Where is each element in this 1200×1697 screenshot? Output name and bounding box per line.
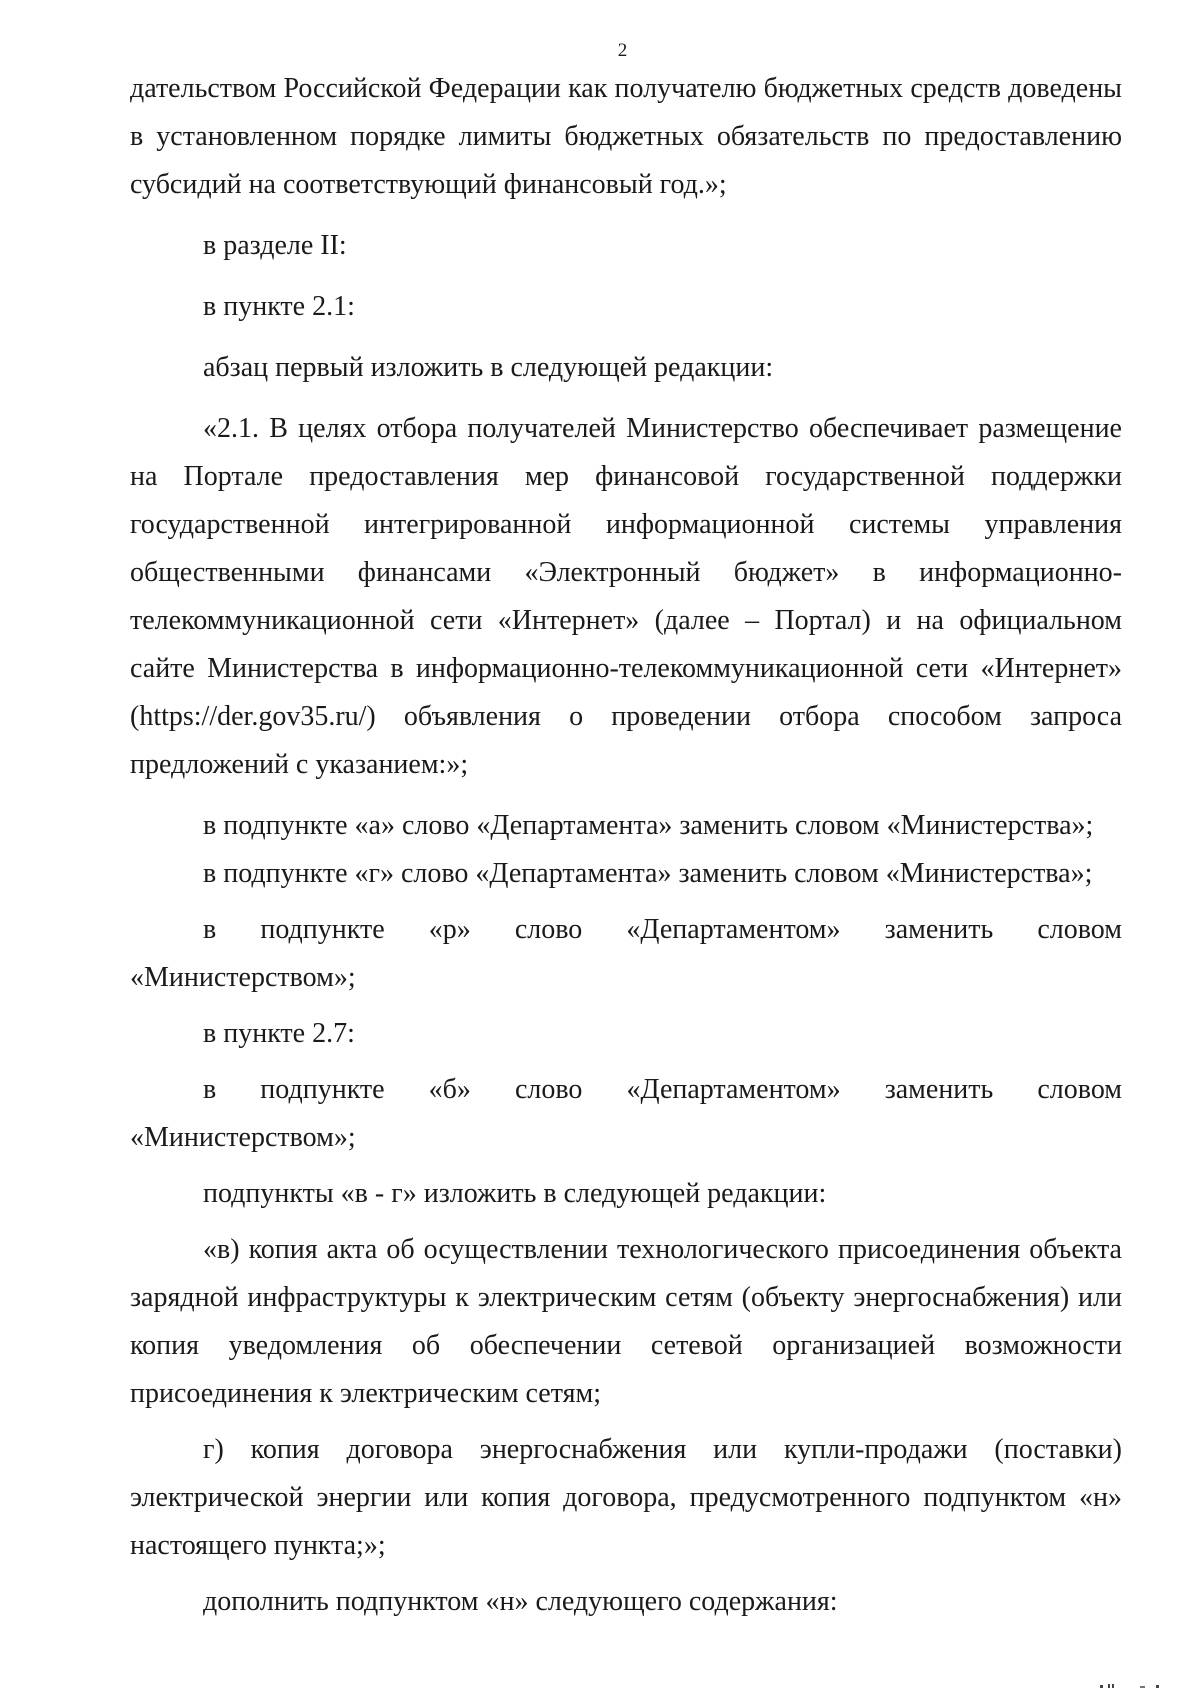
paragraph-instruction-v-g: подпункты «в - г» изложить в следующей редакции: (203, 1178, 827, 1209)
paragraph-clause-ref: в пункте 2.1: (203, 291, 355, 322)
paragraph-instruction-n: дополнить подпунктом «н» следующего содержания: (203, 1586, 838, 1617)
paragraph-instruction: абзац первый изложить в следующей редакции: (203, 352, 774, 383)
paragraph-amendment-g: в подпункте «г» слово «Департамента» заменить словом «Министерства»; (203, 858, 1093, 889)
paragraph-clause-2-1: «2.1. В целях отбора получателей Министерство обеспечивает размещение на Портале предоставления мер финансовой государственной поддержки государственной интегрированной информационной системы управления общественными финансами «Электронный бюджет» в информационно-телекоммуникационной сети «Интернет» (далее – Портал) и на официальном сайте Министерства в информационно-телекоммуникационной сети «Интернет» (https://der.gov35.ru/) объявления о проведении отбора способом запроса предложений с указанием:»; (130, 413, 1122, 780)
paragraph-amendment-r: в подпункте «р» слово «Департаментом» заменить словом «Министерством»; (130, 914, 1122, 993)
paragraph-clause-ref-2-7: в пункте 2.7: (203, 1018, 355, 1049)
scan-artifact (1100, 1683, 1160, 1689)
paragraph-continuation: дательством Российской Федерации как получателю бюджетных средств доведены в установленном порядке лимиты бюджетных обязательств по предоставлению субсидий на соответствующий финансовый год.»; (130, 73, 1122, 200)
paragraph-subclause-g: г) копия договора энергоснабжения или купли-продажи (поставки) электрической энергии или копия договора, предусмотренного подпунктом «н» настоящего пункта;»; (130, 1434, 1122, 1561)
paragraph-subclause-v: «в) копия акта об осуществлении технологического присоединения объекта зарядной инфраструктуры к электрическим сетям (объекту энергоснабжения) или копия уведомления об обеспечении сетевой организацией возможности присоединения к электрическим сетям; (130, 1234, 1122, 1409)
paragraph-section-ref: в разделе II: (203, 230, 347, 261)
paragraph-amendment-a: в подпункте «а» слово «Департамента» заменить словом «Министерства»; (203, 810, 1094, 841)
page-number: 2 (617, 40, 628, 61)
document-body (130, 65, 1122, 1626)
paragraph-amendment-b: в подпункте «б» слово «Департаментом» заменить словом «Министерством»; (130, 1074, 1122, 1153)
